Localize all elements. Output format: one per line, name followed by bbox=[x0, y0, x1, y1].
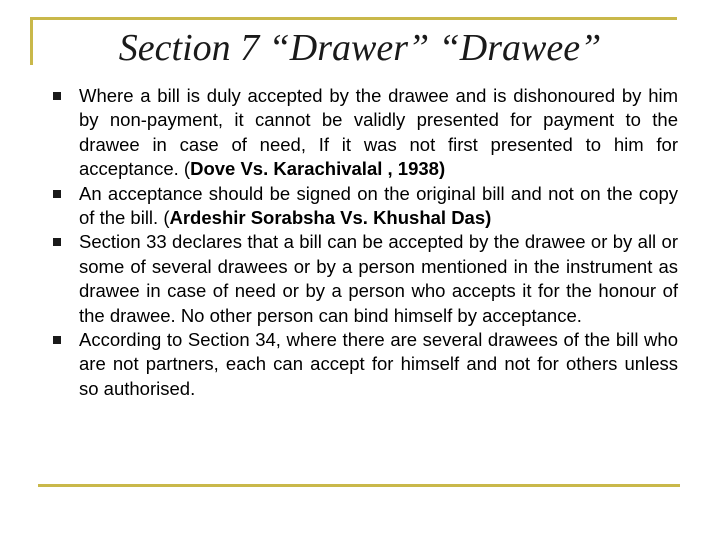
top-rule bbox=[30, 17, 677, 20]
case-citation: Ardeshir Sorabsha Vs. Khushal Das) bbox=[169, 207, 492, 229]
bullet-text: An acceptance should be signed on the original bill and not on the copy of the bill. ( bbox=[79, 182, 678, 229]
square-bullet-icon bbox=[53, 238, 61, 246]
bullet-text: Section 33 declares that a bill can be accepted by the drawee or by all or some of several drawees or by a person mentioned in the instrument as drawee in case of need or by a person who accepts it for the honour of the drawee. No other person can bind himself by acceptance. bbox=[79, 231, 678, 326]
bullet-item bbox=[46, 84, 678, 182]
bullet-item bbox=[46, 230, 678, 328]
bullet-text: According to Section 34, where there are several drawees of the bill who are not partners, each can accept for himself and not for others unless so authorised. bbox=[79, 329, 678, 399]
square-bullet-icon bbox=[53, 336, 61, 344]
slide-title: Section 7 “Drawer” “Drawee” bbox=[118, 27, 602, 69]
square-bullet-icon bbox=[53, 190, 61, 198]
bullet-list bbox=[46, 84, 678, 401]
bullet-text: Where a bill is duly accepted by the drawee and is dishonoured by him by non-payment, it cannot be validly presented for payment to the drawee in case of need, If it was not first presented to him for acceptance. ( bbox=[79, 85, 678, 180]
bottom-rule bbox=[38, 484, 680, 487]
bullet-item bbox=[46, 182, 678, 231]
square-bullet-icon bbox=[53, 92, 61, 100]
case-citation: Dove Vs. Karachivalal , 1938) bbox=[190, 158, 446, 180]
bullet-item bbox=[46, 328, 678, 401]
